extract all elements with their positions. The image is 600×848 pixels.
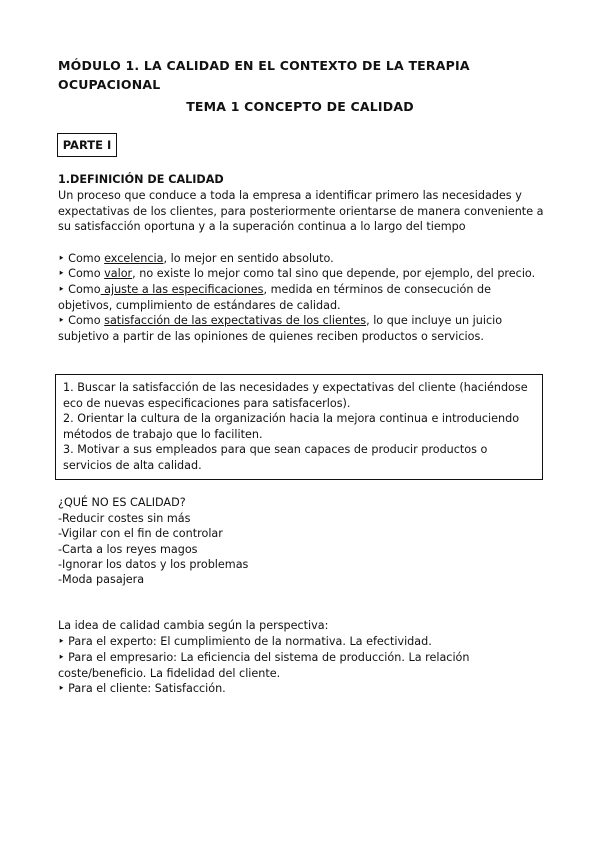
perspective-intro: La idea de calidad cambia según la perspectiva: <box>58 619 329 632</box>
not-quality-item: -Vigilar con el fin de controlar <box>58 527 223 540</box>
section-heading: 1.DEFINICIÓN DE CALIDAD <box>58 173 224 186</box>
perspective-item: ‣ Para el experto: El cumplimiento de la normativa. La efectividad. <box>58 635 432 648</box>
objective-item: 3. Motivar a sus empleados para que sean capaces de producir productos o servicios de alta calidad. <box>63 443 488 472</box>
definition-paragraph: Un proceso que conduce a toda la empresa a identificar primero las necesidades y expectativas de los clientes, para posteriormente orientarse de manera conveniente a su satisfacción oportuna y a la superación continua a lo largo del tiempo <box>58 189 544 233</box>
perspective-item: ‣ Para el empresario: La eficiencia del sistema de producción. La relación coste/beneficio. La fidelidad del cliente. <box>58 651 470 680</box>
bullet-valor: ‣ Como valor, no existe lo mejor como tal sino que depende, por ejemplo, del precio. <box>58 267 536 280</box>
not-quality-item: -Reducir costes sin más <box>58 512 191 525</box>
term-especificaciones: ajuste a las especificaciones <box>100 283 264 296</box>
bullet-especificaciones: ‣ Como ajuste a las especificaciones, medida en términos de consecución de objetivos, cumplimiento de estándares de calidad. <box>58 283 491 312</box>
objective-item: 2. Orientar la cultura de la organización hacia la mejora continua e introduciendo métodos de trabajo que lo faciliten. <box>63 412 520 441</box>
topic-title: TEMA 1 CONCEPTO DE CALIDAD <box>186 99 414 114</box>
not-quality-heading: ¿QUÉ NO ES CALIDAD? <box>58 496 186 509</box>
term-valor: valor <box>104 267 133 280</box>
perspective-item: ‣ Para el cliente: Satisfacción. <box>58 682 226 695</box>
not-quality-item: -Moda pasajera <box>58 573 145 586</box>
objectives-box <box>55 374 543 480</box>
term-satisfaccion: satisfacción de las expectativas de los clientes <box>104 314 367 327</box>
term-excelencia: excelencia <box>104 252 164 265</box>
not-quality-item: -Ignorar los datos y los problemas <box>58 558 249 571</box>
part-label: PARTE I <box>62 138 112 152</box>
part-label-box <box>57 133 117 157</box>
bullet-satisfaccion: ‣ Como satisfacción de las expectativas de los clientes, lo que incluye un juicio subjetivo a partir de las opiniones de quienes reciben productos o servicios. <box>58 314 503 343</box>
objective-item: 1. Buscar la satisfacción de las necesidades y expectativas del cliente (haciéndose eco de nuevas especificaciones para satisfacerlos). <box>63 381 528 410</box>
bullet-excelencia: ‣ Como excelencia, lo mejor en sentido absoluto. <box>58 252 334 265</box>
module-title: MÓDULO 1. LA CALIDAD EN EL CONTEXTO DE LA TERAPIA OCUPACIONAL <box>58 58 470 92</box>
not-quality-item: -Carta a los reyes magos <box>58 543 198 556</box>
